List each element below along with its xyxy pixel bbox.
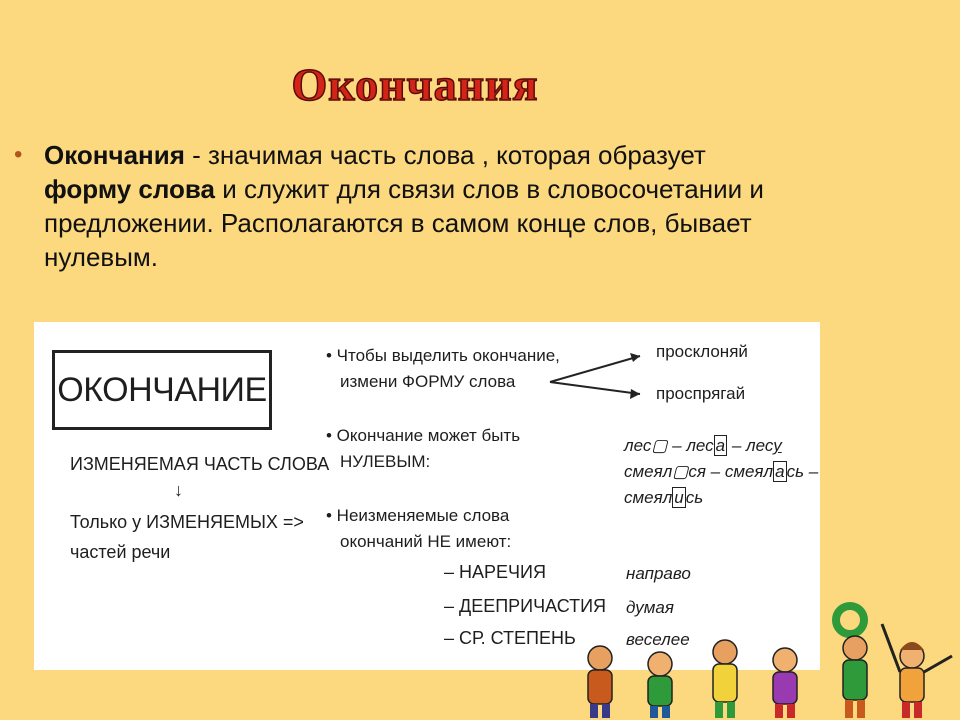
rule3-line2: окончаний НЕ имеют: [340,532,512,551]
bullet-icon: • [14,141,23,168]
pos-comparative: – СР. СТЕПЕНЬ [444,628,576,648]
child-figure-5 [836,606,867,718]
okonchanie-box: ОКОНЧАНИЕ [52,350,272,430]
only-changeable-label: Только у ИЗМЕНЯЕМЫХ => [70,512,304,532]
rule2-line2: НУЛЕВЫМ: [340,452,431,471]
example-smeyalis: смеял и сь [624,488,704,507]
definition-part-3: и служит для связи слов в словосочетании и предложении. Располагаются в самом конце слов, бывает нулевым. [44,174,764,272]
down-arrow-icon: ↓ [174,480,183,500]
slide-title: Окончания [291,59,539,110]
rule3-line1: • Неизменяемые слова [326,506,510,525]
definition-bold-part: форму слова [44,174,216,204]
example-smeyalsya: смеял▢ся – смеял а сь – [624,462,819,481]
definition-term: Окончания [44,140,185,170]
child-figure-2 [648,652,672,718]
child-figure-6 [882,624,952,718]
child-figure-1 [588,646,612,718]
pos-gerunds: – ДЕЕПРИЧАСТИЯ [444,596,607,616]
rule2-line1: • Окончание может быть [326,426,521,445]
pos-adverbs: – НАРЕЧИЯ [444,562,546,582]
word-napravo: направо [626,564,691,583]
word-veselee: веселее [626,630,690,649]
word-dumaya: думая [626,598,674,617]
branch-decline: просклоняй [656,342,748,361]
definition-text [44,138,774,274]
example-les: лес▢ – лес а – лесу [624,436,782,455]
child-figure-3 [713,640,737,718]
changeable-part-label: ИЗМЕНЯЕМАЯ ЧАСТЬ СЛОВА [70,454,330,474]
rule1-line1: • Чтобы выделить окончание, [326,346,560,365]
child-figure-4 [773,648,797,718]
branch-conjugate: проспрягай [656,384,746,403]
rule1-line2: измени ФОРМУ слова [340,372,516,391]
cartoon-children-illustration [560,600,960,720]
definition-bullet [14,138,774,274]
parts-of-speech-label: частей речи [70,542,171,562]
definition-part-1: - значимая часть слова , которая образует [184,140,706,170]
